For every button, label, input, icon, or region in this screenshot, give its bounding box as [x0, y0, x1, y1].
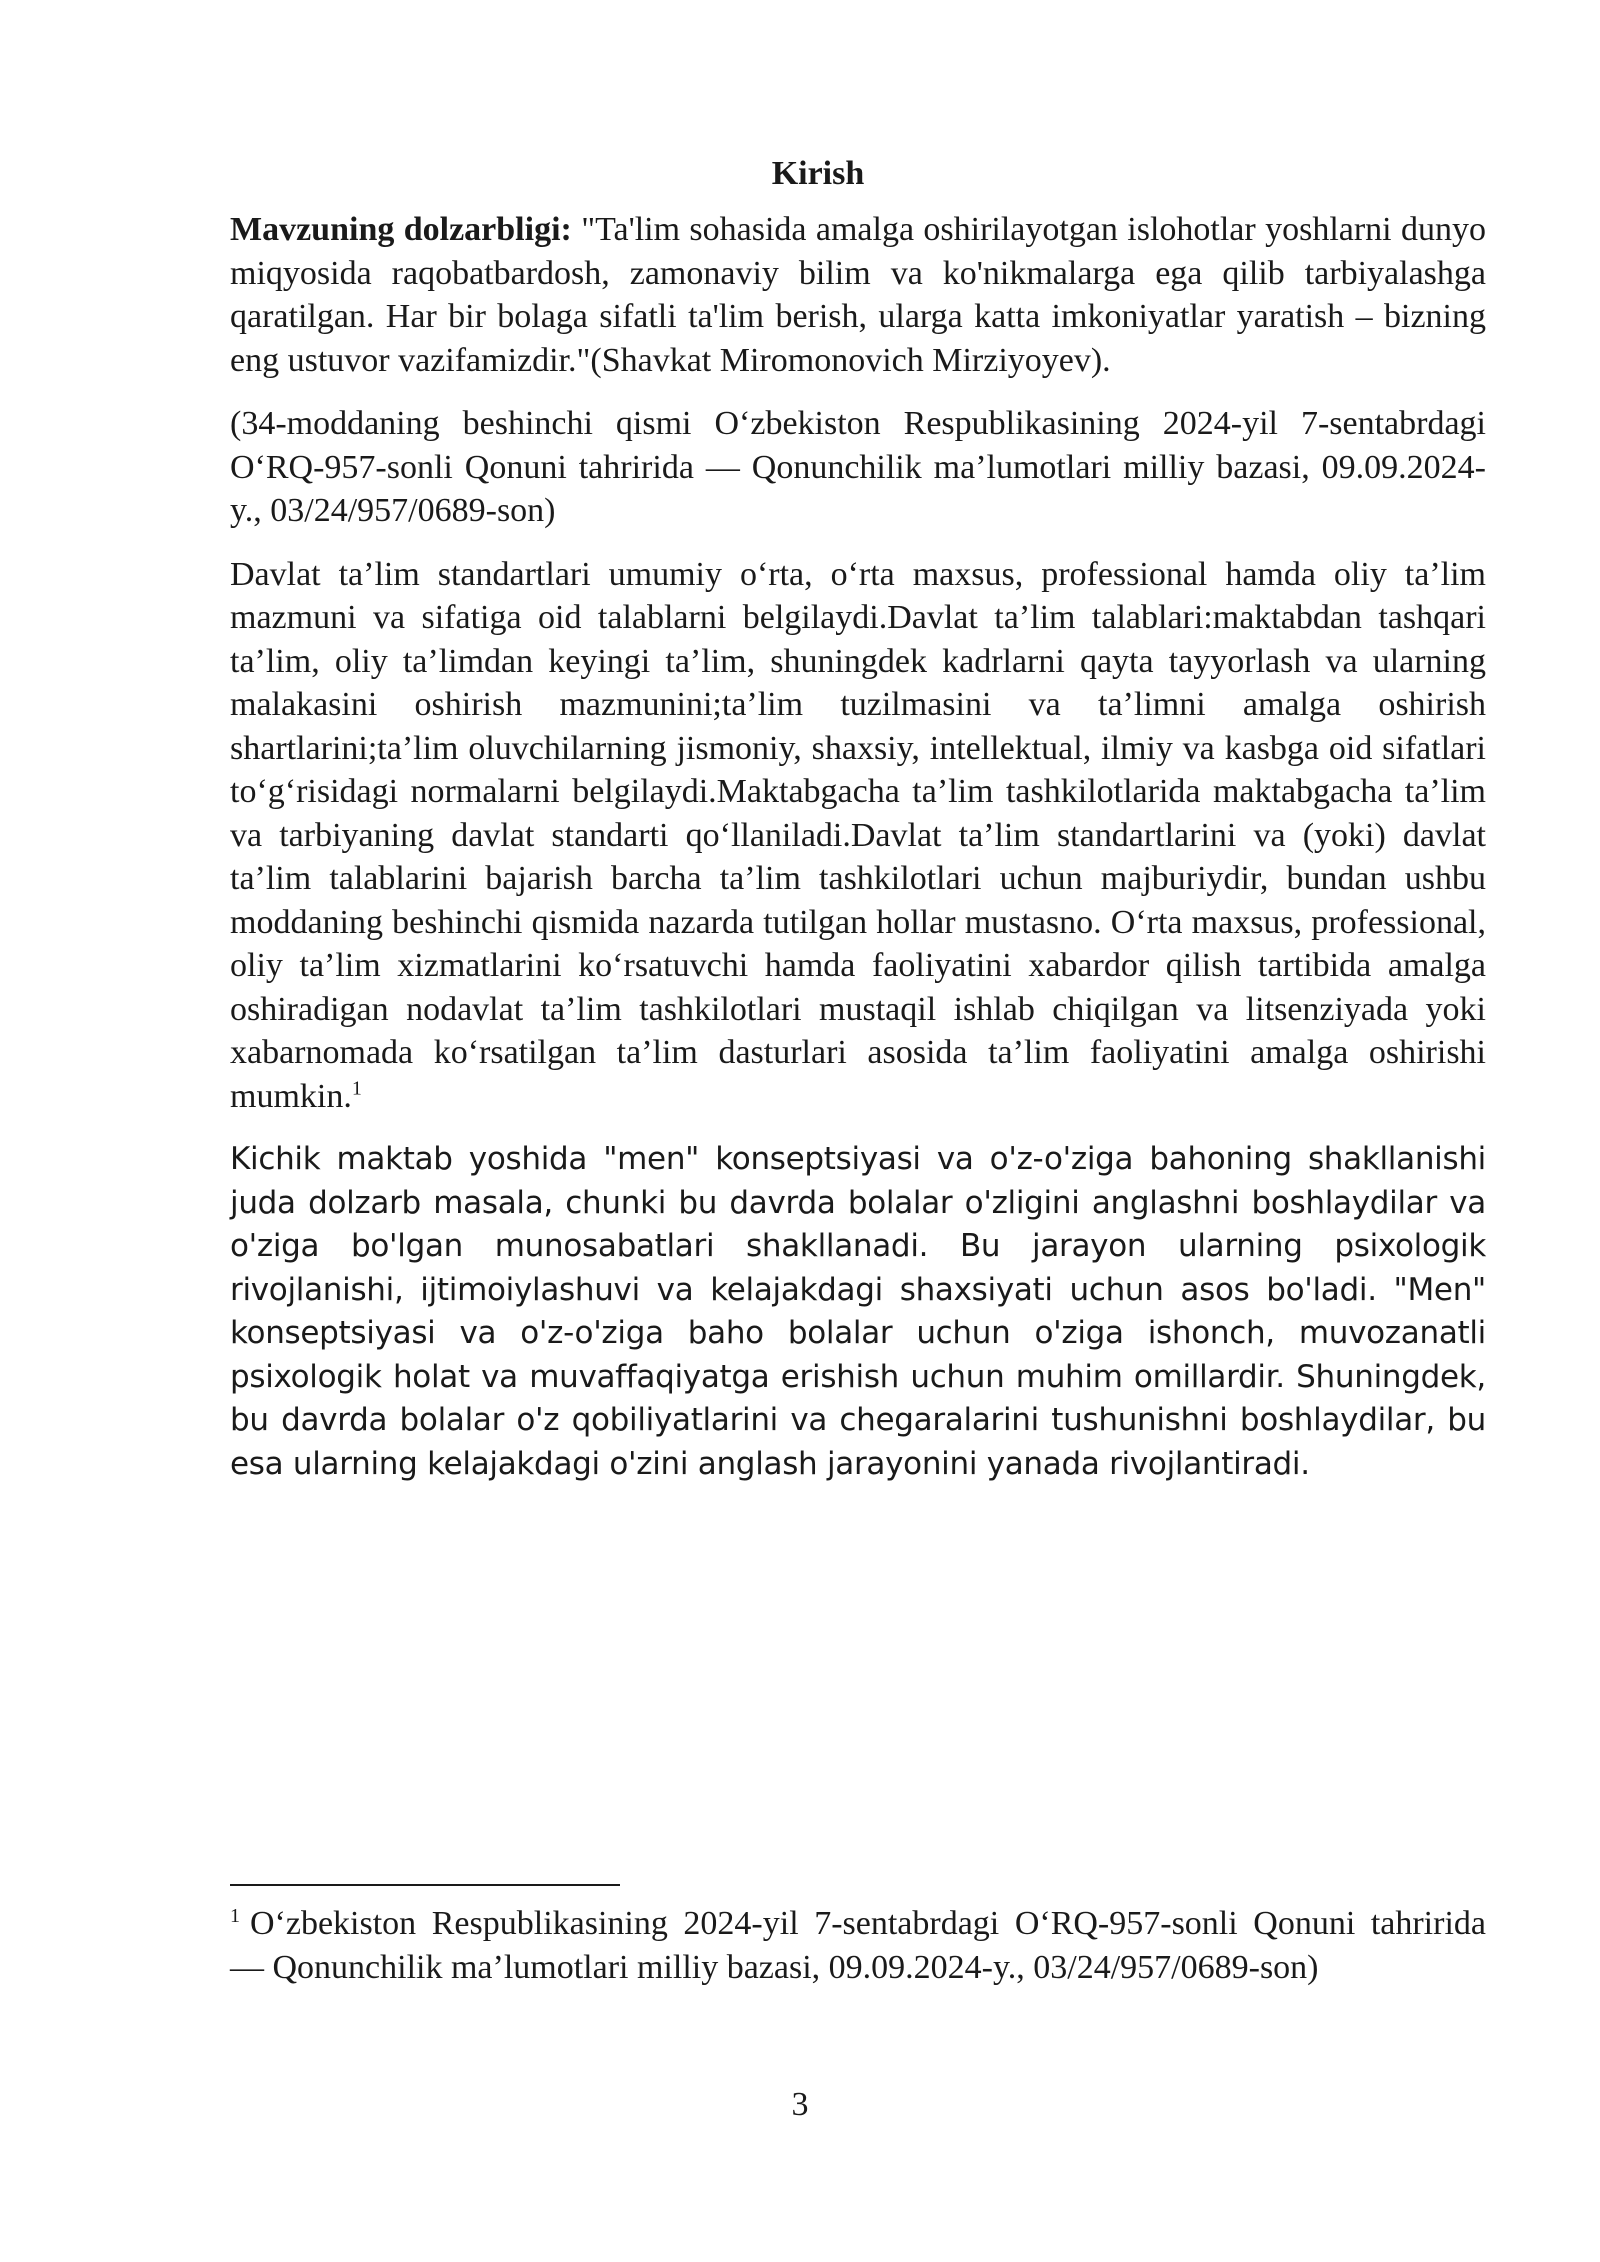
relevance-label: Mavzuning dolzarbligi: — [230, 211, 572, 248]
footnote-text: Oʻzbekiston Respublikasining 2024-yil 7-sentabrdagi OʻRQ-957-sonli Qonuni tahririda — Qonunchilik ma’lumotlari milliy bazasi, 09.09.2024-y., 03/24/957/0689-son) — [230, 1905, 1486, 1986]
relevance-quote: "Ta'lim sohasida amalga oshirilayotgan islohotlar yoshlarni dunyo miqyosida raqobatbardosh, zamonaviy bilim va ko'nikmalarga ega qilib tarbiyalashga qaratilgan. Har bir bolaga sifatli ta'lim berish, ularga katta imkoniyatlar yaratish – bizning eng ustuvor vazifamizdir."(Shavkat Miromonovich Mirziyoyev). — [230, 211, 1486, 379]
standards-paragraph — [230, 553, 1486, 1119]
section-title: Kirish — [771, 155, 865, 192]
law-citation-paragraph: (34-moddaning beshinchi qismi Oʻzbekiston Respublikasining 2024-yil 7-sentabrdagi OʻRQ-957-sonli Qonuni tahririda — Qonunchilik ma’lumotlari milliy bazasi, 09.09.2024-y., 03/24/957/0689-son) — [230, 405, 1486, 529]
footnote-separator — [230, 1884, 620, 1886]
footnote-marker: 1 — [230, 1904, 240, 1927]
footnote-reference[interactable]: 1 — [351, 1077, 362, 1100]
page-number: 3 — [791, 2086, 809, 2123]
footnote — [230, 1902, 1486, 1989]
standards-text: Davlat ta’lim standartlari umumiy oʻrta, oʻrta maxsus, professional hamda oliy ta’lim mazmuni va sifatiga oid talablarni belgilaydi.Davlat ta’lim talablari:maktabdan tashqari ta’lim, oliy ta’limdan keyingi ta’lim, shuningdek kadrlarni qayta tayyorlash va ularning malakasini oshirish mazmunini;ta’lim tuzilmasini va ta’limni amalga oshirish shartlarini;ta’lim oluvchilarning jismoniy, shaxsiy, intellektual, ilmiy va kasbga oid sifatlari toʻgʻrisidagi normalarni belgilaydi.Maktabgacha ta’lim tashkilotlarida maktabgacha ta’lim va tarbiyaning davlat standarti qoʻllaniladi.Davlat ta’lim standartlarini va (yoki) davlat ta’lim talablarini bajarish barcha ta’lim tashkilotlari uchun majburiydir, bundan ushbu moddaning beshinchi qismida nazarda tutilgan hollar mustasno. Oʻrta maxsus, professional, oliy ta’lim xizmatlarini koʻrsatuvchi hamda faoliyatini xabardor qilish tartibida amalga oshiradigan nodavlat ta’lim tashkilotlari mustaqil ishlab chiqilgan va litsenziyada yoki xabarnomada koʻrsatilgan ta’lim dasturlari asosida ta’lim faoliyatini amalga oshirishi mumkin. — [230, 555, 1486, 1115]
relevance-paragraph — [230, 208, 1486, 382]
self-concept-paragraph: Kichik maktab yoshida "men" konseptsiyasi va o'z-o'ziga bahoning shakllanishi juda dolzarb masala, chunki bu davrda bolalar o'zligini anglashni boshlaydilar va o'ziga bo'lgan munosabatlari shakllanadi. Bu jarayon ularning psixologik rivojlanishi, ijtimoiylashuvi va kelajakdagi shaxsiyati uchun asos bo'ladi. "Men" konseptsiyasi va o'z-o'ziga baho bolalar uchun o'ziga ishonch, muvozanatli psixologik holat va muvaffaqiyatga erishish uchun muhim omillardir. Shuningdek, bu davrda bolalar o'z qobiliyatlarini va chegaralarini tushunishni boshlaydilar, bu esa ularning kelajakdagi o'zini anglash jarayonini yanada rivojlantiradi. — [230, 1141, 1486, 1482]
document-body — [230, 150, 1486, 1506]
